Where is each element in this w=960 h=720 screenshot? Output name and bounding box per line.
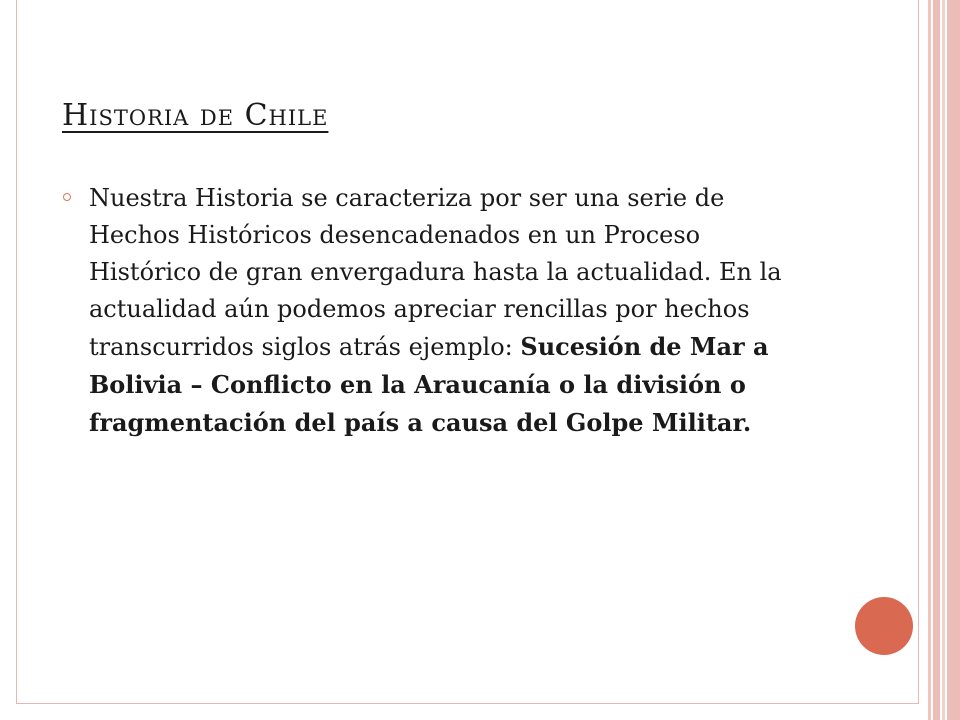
bullet-item (62, 180, 802, 442)
decorative-stripe (928, 0, 931, 720)
slide-title: Historia de Chile (62, 98, 329, 133)
circle-bullet-icon (63, 193, 71, 201)
decorative-stripe (942, 0, 945, 720)
bullet-text-plain: Nuestra Historia se caracteriza por ser una serie de Hechos Históricos desencadenados en un Proceso Histórico de gran envergadura hasta la actualidad. En la actualidad aún podemos apreciar rencillas por hechos transcurridos siglos atrás ejemplo: (89, 184, 782, 361)
decorative-stripe (933, 0, 940, 720)
bullet-text (62, 180, 802, 442)
decorative-circle (855, 597, 913, 655)
decorative-stripe (947, 0, 960, 720)
bullet-text-bold: Sucesión de Mar a Bolivia – Conflicto en la Araucanía o la división o fragmentación del país a causa del Golpe Militar. (89, 332, 769, 437)
